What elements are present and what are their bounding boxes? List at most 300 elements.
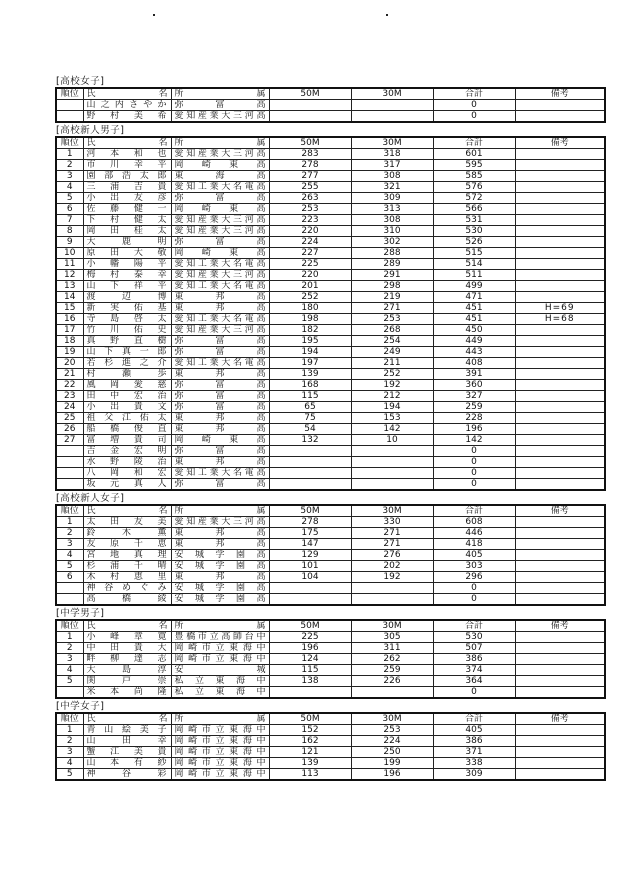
header-total: 合計 [433, 713, 515, 725]
header-aff-text [172, 714, 269, 724]
header-name-right: 名 [158, 621, 168, 631]
score-50m-cell: 65 [269, 402, 351, 413]
notes-cell [515, 259, 605, 270]
affiliation-cell: 東邦高 [171, 424, 269, 435]
score-50m-cell [269, 446, 351, 457]
score-50m-cell: 132 [269, 435, 351, 446]
score-30m-cell [351, 687, 433, 699]
affiliation-cell: 岡崎市立東海中 [171, 654, 269, 665]
header-total: 合計 [433, 137, 515, 149]
affiliation-cell: 安城学園高 [171, 583, 269, 594]
total-cell: 471 [433, 292, 515, 303]
score-30m-cell: 305 [351, 632, 433, 643]
table-row [56, 572, 605, 583]
rank-cell: 1 [56, 517, 83, 528]
results-table [55, 712, 606, 781]
athlete-name-cell: 富増貴司 [83, 435, 171, 446]
table-row [56, 517, 605, 528]
table-row [56, 160, 605, 171]
score-50m-cell: 253 [269, 204, 351, 215]
rank-cell: 13 [56, 281, 83, 292]
total-cell: 327 [433, 391, 515, 402]
score-30m-cell: 308 [351, 171, 433, 182]
notes-cell [515, 583, 605, 594]
athlete-name-cell: 山田幸 [83, 736, 171, 747]
score-30m-cell [351, 479, 433, 491]
rank-cell [56, 446, 83, 457]
rank-cell: 2 [56, 528, 83, 539]
score-30m-cell [351, 583, 433, 594]
athlete-name-cell: 小出友彦 [83, 193, 171, 204]
total-cell: 0 [433, 111, 515, 123]
table-header-row [56, 620, 605, 632]
header-50m: 50M [269, 713, 351, 725]
header-name-text [84, 621, 171, 631]
header-name-left: 氏 [86, 506, 96, 516]
total-cell: 443 [433, 347, 515, 358]
score-50m-cell: 224 [269, 237, 351, 248]
rank-cell: 10 [56, 248, 83, 259]
affiliation-cell: 東邦高 [171, 413, 269, 424]
table-row [56, 402, 605, 413]
notes-cell [515, 100, 605, 111]
rank-cell [56, 468, 83, 479]
affiliation-cell: 岡崎市立東海中 [171, 725, 269, 736]
table-row [56, 643, 605, 654]
notes-cell [515, 654, 605, 665]
score-30m-cell: 309 [351, 193, 433, 204]
rank-cell: 18 [56, 336, 83, 347]
athlete-name-cell: 下村健太 [83, 215, 171, 226]
header-name-right: 名 [158, 714, 168, 724]
score-50m-cell: 194 [269, 347, 351, 358]
score-30m-cell: 311 [351, 643, 433, 654]
rank-cell: 2 [56, 736, 83, 747]
notes-cell: H=68 [515, 314, 605, 325]
notes-cell [515, 413, 605, 424]
header-30m: 30M [351, 505, 433, 517]
score-50m-cell: 139 [269, 758, 351, 769]
score-50m-cell: 196 [269, 643, 351, 654]
header-rank: 順位 [56, 88, 83, 100]
table-row [56, 380, 605, 391]
table-row [56, 171, 605, 182]
rank-cell: 9 [56, 237, 83, 248]
total-cell: 360 [433, 380, 515, 391]
header-30m: 30M [351, 713, 433, 725]
notes-cell [515, 111, 605, 123]
rank-cell [56, 687, 83, 699]
total-cell: 371 [433, 747, 515, 758]
total-cell: 526 [433, 237, 515, 248]
results-table [55, 619, 606, 699]
table-row [56, 583, 605, 594]
score-30m-cell: 291 [351, 270, 433, 281]
athlete-name-cell: 山之内さやか [83, 100, 171, 111]
athlete-name-cell: 真野直樹 [83, 336, 171, 347]
score-50m-cell: 115 [269, 665, 351, 676]
header-aff-text [172, 138, 269, 148]
rank-cell: 27 [56, 435, 83, 446]
header-rank: 順位 [56, 137, 83, 149]
athlete-name-cell: 大鹿明 [83, 237, 171, 248]
table-row [56, 539, 605, 550]
score-30m-cell: 194 [351, 402, 433, 413]
score-30m-cell: 253 [351, 314, 433, 325]
score-30m-cell: 254 [351, 336, 433, 347]
header-aff-right: 属 [256, 621, 266, 631]
total-cell: 0 [433, 100, 515, 111]
rank-cell [56, 457, 83, 468]
header-name-right: 名 [158, 89, 168, 99]
header-name-left: 氏 [86, 89, 96, 99]
score-50m-cell: 198 [269, 314, 351, 325]
affiliation-cell: 愛知工業大名電高 [171, 468, 269, 479]
header-affiliation [171, 713, 269, 725]
table-header-row [56, 88, 605, 100]
rank-cell: 4 [56, 182, 83, 193]
header-name-left: 氏 [86, 138, 96, 148]
affiliation-cell: 東邦高 [171, 572, 269, 583]
table-row [56, 303, 605, 314]
athlete-name-cell: 竹川佑史 [83, 325, 171, 336]
total-cell: 0 [433, 583, 515, 594]
total-cell: 515 [433, 248, 515, 259]
total-cell: 585 [433, 171, 515, 182]
score-30m-cell: 219 [351, 292, 433, 303]
athlete-name-cell: 木村恵里 [83, 572, 171, 583]
score-30m-cell: 252 [351, 369, 433, 380]
results-table [55, 87, 606, 123]
total-cell: 446 [433, 528, 515, 539]
athlete-name-cell: 寺島啓太 [83, 314, 171, 325]
table-row [56, 369, 605, 380]
score-50m-cell: 283 [269, 149, 351, 160]
header-30m: 30M [351, 88, 433, 100]
score-50m-cell: 225 [269, 632, 351, 643]
notes-cell [515, 561, 605, 572]
rank-cell: 17 [56, 325, 83, 336]
total-cell: 418 [433, 539, 515, 550]
table-row [56, 594, 605, 606]
scan-mark-left [153, 14, 155, 16]
athlete-name-cell: 山下真一郎 [83, 347, 171, 358]
rank-cell: 14 [56, 292, 83, 303]
table-row [56, 336, 605, 347]
header-name-left: 氏 [86, 714, 96, 724]
notes-cell [515, 479, 605, 491]
score-50m-cell: 175 [269, 528, 351, 539]
header-name-text [84, 506, 171, 516]
total-cell: 374 [433, 665, 515, 676]
notes-cell [515, 539, 605, 550]
athlete-name-cell: 野村美希 [83, 111, 171, 123]
rank-cell [56, 594, 83, 606]
rank-cell: 6 [56, 572, 83, 583]
athlete-name-cell: 風岡愛慈 [83, 380, 171, 391]
affiliation-cell: 弥富高 [171, 237, 269, 248]
athlete-name-cell: 佐藤健一 [83, 204, 171, 215]
score-30m-cell: 211 [351, 358, 433, 369]
score-50m-cell: 252 [269, 292, 351, 303]
rank-cell: 12 [56, 270, 83, 281]
score-50m-cell: 104 [269, 572, 351, 583]
table-row [56, 654, 605, 665]
notes-cell [515, 747, 605, 758]
table-row [56, 215, 605, 226]
rank-cell: 3 [56, 539, 83, 550]
rank-cell [56, 100, 83, 111]
score-50m-cell: 115 [269, 391, 351, 402]
notes-cell [515, 457, 605, 468]
total-cell: 0 [433, 479, 515, 491]
notes-cell [515, 687, 605, 699]
total-cell: 601 [433, 149, 515, 160]
athlete-name-cell: 祖父江佑太 [83, 413, 171, 424]
rank-cell: 26 [56, 424, 83, 435]
total-cell: 0 [433, 687, 515, 699]
rank-cell: 19 [56, 347, 83, 358]
rank-cell: 1 [56, 632, 83, 643]
score-30m-cell: 302 [351, 237, 433, 248]
notes-cell [515, 325, 605, 336]
total-cell: 338 [433, 758, 515, 769]
table-row [56, 259, 605, 270]
total-cell: 576 [433, 182, 515, 193]
header-name [83, 713, 171, 725]
table-row [56, 424, 605, 435]
score-50m-cell: 197 [269, 358, 351, 369]
table-row [56, 111, 605, 123]
score-50m-cell [269, 687, 351, 699]
rank-cell [56, 583, 83, 594]
total-cell: 595 [433, 160, 515, 171]
affiliation-cell: 私立東海中 [171, 687, 269, 699]
athlete-name-cell: 関戸崇 [83, 676, 171, 687]
rank-cell: 5 [56, 561, 83, 572]
notes-cell: H=69 [515, 303, 605, 314]
rank-cell: 16 [56, 314, 83, 325]
notes-cell [515, 215, 605, 226]
score-30m-cell [351, 446, 433, 457]
header-aff-left: 所 [174, 89, 184, 99]
score-50m-cell: 223 [269, 215, 351, 226]
affiliation-cell: 東邦高 [171, 457, 269, 468]
athlete-name-cell: 中田貴大 [83, 643, 171, 654]
total-cell: 507 [433, 643, 515, 654]
header-name-text [84, 138, 171, 148]
athlete-name-cell: 青山絵美子 [83, 725, 171, 736]
score-30m-cell: 192 [351, 380, 433, 391]
rank-cell: 2 [56, 643, 83, 654]
score-30m-cell [351, 457, 433, 468]
total-cell: 511 [433, 270, 515, 281]
table-row [56, 550, 605, 561]
total-cell: 386 [433, 736, 515, 747]
affiliation-cell: 安城学園高 [171, 550, 269, 561]
affiliation-cell: 愛知産業大三河高 [171, 149, 269, 160]
affiliation-cell: 弥富高 [171, 479, 269, 491]
athlete-name-cell: 村瀬歩 [83, 369, 171, 380]
affiliation-cell: 弥富高 [171, 380, 269, 391]
score-50m-cell [269, 583, 351, 594]
notes-cell [515, 402, 605, 413]
score-30m-cell: 153 [351, 413, 433, 424]
total-cell: 0 [433, 594, 515, 606]
score-50m-cell: 201 [269, 281, 351, 292]
total-cell: 364 [433, 676, 515, 687]
score-50m-cell: 182 [269, 325, 351, 336]
notes-cell [515, 336, 605, 347]
score-30m-cell: 298 [351, 281, 433, 292]
header-aff-left: 所 [174, 506, 184, 516]
section-title: [高校女子] [56, 76, 105, 87]
table-row [56, 226, 605, 237]
score-50m-cell [269, 594, 351, 606]
header-total: 合計 [433, 88, 515, 100]
notes-cell [515, 665, 605, 676]
notes-cell [515, 758, 605, 769]
notes-cell [515, 248, 605, 259]
athlete-name-cell: 市川幸平 [83, 160, 171, 171]
table-row [56, 747, 605, 758]
table-row [56, 248, 605, 259]
notes-cell [515, 204, 605, 215]
affiliation-cell: 愛知産業大三河高 [171, 226, 269, 237]
table-row [56, 687, 605, 699]
header-aff-left: 所 [174, 138, 184, 148]
total-cell: 142 [433, 435, 515, 446]
rank-cell: 22 [56, 380, 83, 391]
total-cell: 450 [433, 325, 515, 336]
rank-cell: 5 [56, 676, 83, 687]
table-row [56, 632, 605, 643]
header-notes: 備考 [515, 620, 605, 632]
score-50m-cell: 121 [269, 747, 351, 758]
rank-cell: 6 [56, 204, 83, 215]
athlete-name-cell: 河本和也 [83, 149, 171, 160]
athlete-name-cell: 船橋俊直 [83, 424, 171, 435]
affiliation-cell: 東邦高 [171, 369, 269, 380]
table-row [56, 358, 605, 369]
athlete-name-cell: 蟹江美貴 [83, 747, 171, 758]
notes-cell [515, 435, 605, 446]
rank-cell: 3 [56, 747, 83, 758]
header-affiliation [171, 620, 269, 632]
athlete-name-cell: 大島淳 [83, 665, 171, 676]
affiliation-cell: 岡崎東高 [171, 160, 269, 171]
athlete-name-cell: 畔柳達志 [83, 654, 171, 665]
total-cell: 530 [433, 226, 515, 237]
header-30m: 30M [351, 620, 433, 632]
score-50m-cell: 255 [269, 182, 351, 193]
score-50m-cell: 152 [269, 725, 351, 736]
affiliation-cell: 岡崎市立東海中 [171, 643, 269, 654]
header-notes: 備考 [515, 505, 605, 517]
score-50m-cell [269, 111, 351, 123]
score-50m-cell: 277 [269, 171, 351, 182]
athlete-name-cell: 水野陵治 [83, 457, 171, 468]
notes-cell [515, 517, 605, 528]
total-cell: 499 [433, 281, 515, 292]
score-30m-cell: 199 [351, 758, 433, 769]
table-row [56, 193, 605, 204]
affiliation-cell: 愛知工業大名電高 [171, 182, 269, 193]
total-cell: 572 [433, 193, 515, 204]
athlete-name-cell: 新実佑基 [83, 303, 171, 314]
affiliation-cell: 岡崎市立東海中 [171, 747, 269, 758]
notes-cell [515, 369, 605, 380]
score-50m-cell: 225 [269, 259, 351, 270]
table-header-row [56, 137, 605, 149]
header-name [83, 505, 171, 517]
header-affiliation [171, 137, 269, 149]
results-document [55, 76, 604, 783]
header-aff-right: 属 [256, 714, 266, 724]
score-50m-cell [269, 100, 351, 111]
header-aff-text [172, 89, 269, 99]
notes-cell [515, 736, 605, 747]
table-row [56, 676, 605, 687]
table-row [56, 769, 605, 781]
score-50m-cell: 180 [269, 303, 351, 314]
affiliation-cell: 愛知産業大三河高 [171, 270, 269, 281]
table-row [56, 665, 605, 676]
header-name [83, 88, 171, 100]
notes-cell [515, 171, 605, 182]
total-cell: 386 [433, 654, 515, 665]
score-50m-cell: 278 [269, 160, 351, 171]
notes-cell [515, 468, 605, 479]
total-cell: 196 [433, 424, 515, 435]
results-table [55, 504, 606, 606]
header-name [83, 620, 171, 632]
table-row [56, 528, 605, 539]
score-30m-cell: 271 [351, 303, 433, 314]
score-30m-cell [351, 468, 433, 479]
table-row [56, 149, 605, 160]
score-30m-cell: 288 [351, 248, 433, 259]
score-30m-cell: 268 [351, 325, 433, 336]
affiliation-cell: 愛知工業大名電高 [171, 358, 269, 369]
affiliation-cell: 弥富高 [171, 446, 269, 457]
athlete-name-cell: 小峰章寛 [83, 632, 171, 643]
header-total: 合計 [433, 505, 515, 517]
table-row [56, 446, 605, 457]
table-row [56, 347, 605, 358]
score-30m-cell: 318 [351, 149, 433, 160]
athlete-name-cell: 若杉進之介 [83, 358, 171, 369]
notes-cell [515, 572, 605, 583]
total-cell: 531 [433, 215, 515, 226]
notes-cell [515, 281, 605, 292]
rank-cell: 1 [56, 149, 83, 160]
total-cell: 566 [433, 204, 515, 215]
rank-cell: 24 [56, 402, 83, 413]
rank-cell: 5 [56, 193, 83, 204]
notes-cell [515, 380, 605, 391]
header-aff-right: 属 [256, 138, 266, 148]
total-cell: 405 [433, 550, 515, 561]
total-cell: 228 [433, 413, 515, 424]
notes-cell [515, 149, 605, 160]
notes-cell [515, 550, 605, 561]
score-30m-cell: 321 [351, 182, 433, 193]
athlete-name-cell: 宮地真理 [83, 550, 171, 561]
header-name-text [84, 89, 171, 99]
affiliation-cell: 安城学園高 [171, 561, 269, 572]
affiliation-cell: 弥富高 [171, 336, 269, 347]
